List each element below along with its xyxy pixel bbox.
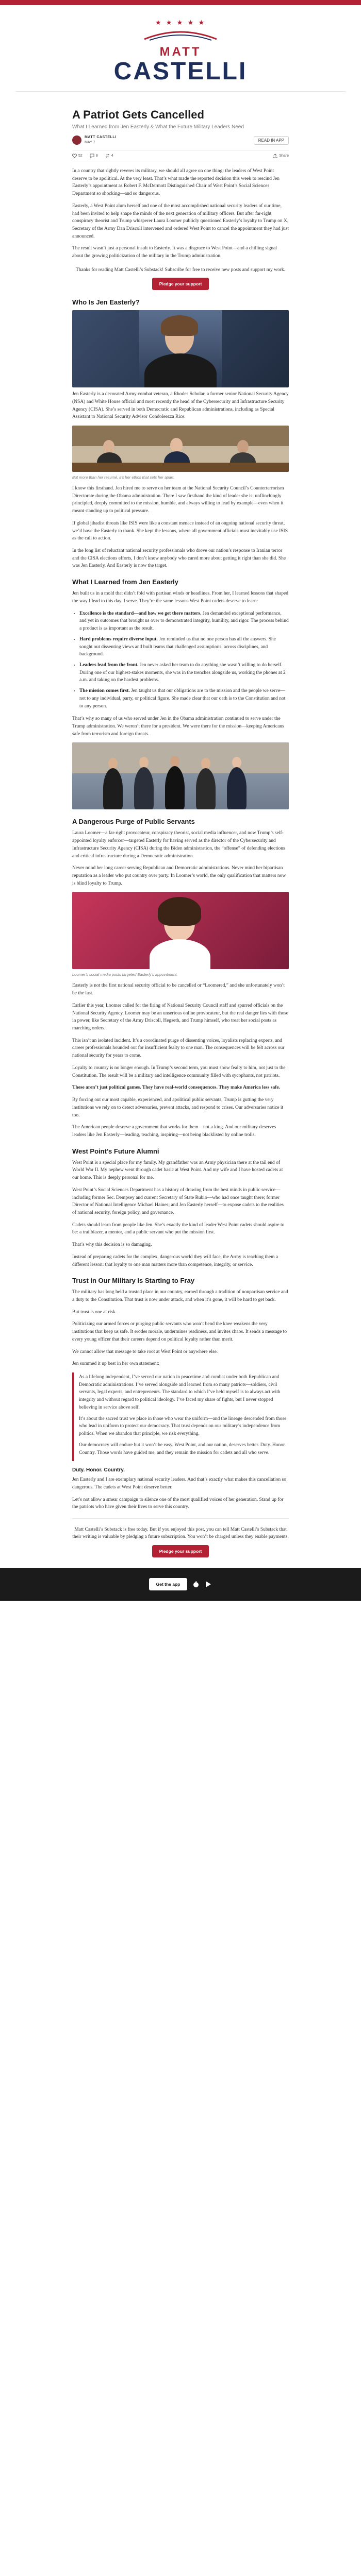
purge-paragraph: By forcing out our most capable, experienced, and apolitical public servants, Trump is gutting the very institutions we rely on to detect adversaries, prevent attacks, and respond to crises. Our adversaries notice it too.: [72, 1097, 284, 1118]
trust-paragraph: We cannot allow that message to take root at West Point or anywhere else.: [72, 1349, 218, 1354]
purge-paragraph: Loyalty to country is no longer enough. In Trump’s second term, you must show fealty to him, not just to the Constitution. The result will be a military and intelligence community filled with sycophants, not patriots.: [72, 1065, 286, 1078]
team-photo-image: [72, 742, 289, 809]
like-button[interactable]: [72, 154, 83, 158]
lesson-text: Jen never asked her team to do anything she wasn’t willing to do herself. During one of our highest-stakes moments, she was in the trenches alongside us, working the phones at 2 a.m. and taking on the hardest problems.: [79, 662, 286, 683]
intro-paragraph: Easterly, a West Point alum herself and one of the most accomplished national security leaders of our time, had been invited to help shape the minds of the next generation of military officers. But after far-right conspiracy theorist and Trump whisperer Laura Loomer publicly questioned Easterly’s loyalty to Trump on X, Secretary of the Army Dan Driscoll intervened and ordered West Point to cancel the appointment they had just announced.: [72, 203, 289, 239]
westpoint-paragraph: Instead of preparing cadets for the complex, dangerous world they will face, the Army is teaching them a different lesson: that loyalty to one man matters more than competence, integrity, or service.: [72, 1254, 278, 1267]
intro-paragraph: In a country that rightly reveres its military, we should all agree on one thing: the leaders of West Point deserve to be apolitical. At the very least. That’s what made the reported decision this week to rescind Jen Easterly’s appointment as Robert F. McDermott Distinguished Chair of West Point’s Social Sciences Department so shocking—and so dangerous.: [72, 168, 280, 197]
quote-paragraph: Our democracy will endure but it won’t be easy. West Point, and our nation, deserves better. Duty. Honor. Country. Those words have guided me, and they remain the mission for cadets and all who serve.: [79, 1442, 286, 1455]
section-heading: Who Is Jen Easterly?: [72, 298, 140, 307]
pledge-cta: [72, 1526, 289, 1557]
pledge-cta-text: Matt Castelli’s Substack is free today. But if you enjoyed this post, you can tell Matt Castelli’s Substack that their writing is valuable by pledging a future subscription. You won’t be charged unless they enable payments.: [72, 1527, 289, 1540]
loomer-photo-image: [72, 892, 289, 969]
list-item: [79, 610, 289, 633]
list-item: [79, 662, 289, 684]
person-head: [237, 440, 249, 453]
portrait-top: [150, 939, 210, 969]
easterly-portrait-image: [72, 310, 289, 387]
westpoint-paragraph: Cadets should learn from people like Jen. She’s exactly the kind of leader West Point cadets should aspire to be: a trailblazer, a mentor, and a public servant who put the mission first.: [72, 1222, 285, 1235]
person-head: [170, 438, 183, 452]
section-heading: West Point’s Future Alumni: [72, 1147, 159, 1155]
subscribe-cta: [72, 266, 289, 290]
like-count: 52: [78, 154, 83, 158]
closing-paragraph: Jen Easterly and I are exemplary national security leaders. And that’s exactly what makes this cancellation so dangerous. The cadets at West Point deserve better.: [72, 1477, 286, 1490]
learned-closing: That’s why so many of us who served under Jen in the Obama administration continued to serve under the Trump administration. We weren’t there for a president. We were there for the mission—keeping Americans safe from terrorism and foreign threats.: [72, 716, 284, 737]
site-logo[interactable]: [114, 19, 248, 84]
comment-button[interactable]: [90, 154, 98, 158]
lesson-text: Jen taught us that our obligations are to the mission and the people we serve—not to any individual, party, or political figure. She made clear that our oath is to the Constitution and not to any person.: [79, 688, 286, 709]
article-title: A Patriot Gets Cancelled: [72, 108, 204, 121]
portrait-hair: [161, 315, 198, 336]
logo-last-name: CASTELLI: [113, 58, 248, 85]
divider: [72, 1518, 289, 1519]
pledge-support-button[interactable]: Pledge your support: [152, 278, 209, 290]
purge-paragraph: The American people deserve a government that works for them—not a king. And our military deserves leaders like Jen Easterly—leading, teaching, inspiring—not being blacklisted by online trolls.: [72, 1125, 276, 1138]
closing-paragraph: Let’s not allow a smear campaign to silence one of the most qualified voices of her generation. Stand up for the patriots who have given their lives to serve this country.: [72, 1497, 284, 1510]
restack-count: 4: [111, 154, 113, 158]
article: [72, 97, 289, 1557]
logo-stars: ★ ★ ★ ★ ★: [155, 19, 206, 26]
post-date: MAY 7: [85, 141, 95, 145]
quote-paragraph: It’s about the sacred trust we place in those who wear the uniform—and the lineage descended from those who lead in uniform to protect our democracy. That trust depends on our military’s independence from politics. When we abandon that principle, we risk everything.: [79, 1416, 287, 1437]
portrait-hair: [158, 897, 201, 926]
hearing-table: [72, 463, 289, 472]
lessons-list: [79, 610, 289, 710]
lesson-title: Hard problems require diverse input.: [79, 636, 158, 642]
lesson-title: The mission comes first.: [79, 688, 130, 694]
lesson-title: Excellence is the standard—and how we get there matters.: [79, 611, 202, 616]
byline-actions: [254, 136, 289, 145]
easterly-quote: [72, 1372, 289, 1461]
who-paragraph: Jen Easterly is a decorated Army combat veteran, a Rhodes Scholar, a former senior National Security Agency (NSA) and White House official and most recently the head of the Cybersecurity and Infrastructure Security Agency (CISA). She’s served in both Democratic and Republican administrations, including as Special Assistant to National Security Advisor Condoleezza Rice.: [72, 392, 289, 420]
logo-first-name: MATT: [159, 45, 202, 59]
hearing-photo-image: [72, 426, 289, 472]
purge-paragraph: Laura Loomer—a far-right provocateur, conspiracy theorist, social media influencer, and now Trump’s self-appointed loyalty enforcer—targeted Easterly for having served as the director of the Cybersecurity and Infrastructure Security Agency (CISA) during the Biden administration, the “offense” of defending elections and critical infrastructure during a Democratic administration.: [72, 831, 285, 859]
section-heading: What I Learned from Jen Easterly: [72, 578, 178, 586]
purge-paragraph: This isn’t an isolated incident. It’s a coordinated purge of dissenting voices, loyalists replacing experts, and career professionals hounded out for insufficient fealty to one man. The consequences will be felt across our national security for years to come.: [72, 1038, 285, 1059]
westpoint-paragraph: West Point is a special place for my family. My grandfather was an Army physician there at the tail end of World War II. My nephew went through cadet basic at West Point. And my wife and I have hosted cadets at our home. This is deeply personal for me.: [72, 1160, 283, 1181]
office-wall: [72, 742, 289, 773]
person-body: [227, 767, 247, 809]
who-paragraph: If global jihadist threats like ISIS were like a constant menace instead of an ongoing national security threat, we’d have the Easterly to thank. She kept the lessons, where all government officials must inevitably use ISIS as the call to action.: [72, 520, 288, 541]
comment-count: 8: [95, 154, 98, 158]
image-caption: But more than her résumé, it’s her ethos that sets her apart.: [72, 475, 175, 480]
subscribe-cta-text: Thanks for reading Matt Castelli’s Substack! Subscribe for free to receive new posts and support my work.: [75, 267, 286, 273]
image-caption: Loomer’s social media posts targeted Easterly’s appointment.: [72, 972, 178, 977]
pledge-support-button[interactable]: Pledge your support: [152, 1545, 209, 1557]
author-name[interactable]: MATT CASTELLI: [85, 135, 117, 140]
person-head: [103, 440, 114, 453]
person-body: [196, 768, 216, 809]
avatar[interactable]: [72, 135, 81, 145]
app-footer-bar: [0, 1568, 361, 1601]
apple-icon[interactable]: [192, 1581, 200, 1588]
trust-paragraph: The military has long held a trusted place in our country, earned through a tradition of nonpartisan service and a duty to the Constitution. That trust is now under attack, and when it’s gone, it will be hard to get back.: [72, 1290, 288, 1303]
purge-emphasis: These aren’t just political games. They have real-world consequences. They make America less safe.: [72, 1085, 281, 1091]
get-app-button[interactable]: Get the app: [149, 1578, 188, 1590]
share-button[interactable]: [273, 154, 289, 158]
lesson-text: Jen reminded us that no one person has all the answers. She sought out dissenting views and built teams that challenged assumptions, across disciplines, and background.: [79, 636, 276, 657]
section-heading: Trust in Our Military Is Starting to Fray: [72, 1277, 194, 1285]
person-body: [165, 766, 185, 809]
section-heading: A Dangerous Purge of Public Servants: [72, 818, 195, 826]
restack-button[interactable]: [105, 154, 113, 158]
list-item: [79, 636, 289, 658]
westpoint-paragraph: West Point’s Social Sciences Department has a history of drawing from the best minds in public service—including former Sec. Dempsey and current Secretary of State Rubio—who had once taught there; former Director of National Intelligence Michael Haines; and Jen Easterly herself—to expose cadets to the realities of national security, foreign policy, and governance.: [72, 1187, 284, 1215]
purge-paragraph: Earlier this year, Loomer called for the firing of National Security Council staff and spurred officials on the National Security Agency. Loomer may be an unserious online provocateur, but the real danger lies with those in power, like Secretary of the Army Driscoll, Hegseth, and Trump himself, who treat her social posts as marching orders.: [72, 1003, 288, 1031]
closing-heading: Duty. Honor. Country.: [72, 1467, 125, 1473]
trust-paragraph: But trust is one at risk.: [72, 1309, 117, 1315]
play-store-icon[interactable]: [205, 1581, 212, 1588]
intro-paragraph: The result wasn’t just a personal insult to Easterly. It was a disgrace to West Point—and a chilling signal about the growing politicization of the military in the Trump administration.: [72, 246, 277, 259]
quote-paragraph: As a lifelong independent, I’ve served our nation in peacetime and combat under both Republican and Democratic administrations. I’ve served alongside and learned from so many patriots—soldiers, civil servants, legal experts, and entrepreneurs. The standard to which I’ve held myself is to always act with integrity and without regard to political ideology. I’ve faced my share of fights, but I never stopped believing in service above self.: [79, 1375, 281, 1410]
comment-icon: [90, 154, 94, 158]
learned-intro: Jen built us in a mold that didn’t fold with partisan winds or headlines. From her, I learned lessons that shaped the way I lead to this day. I serve. They’re the same lessons West Point cadets deserve to learn:: [72, 591, 288, 604]
lesson-title: Leaders lead from the front.: [79, 662, 139, 668]
westpoint-paragraph: That’s why this decision is so damaging.: [72, 1242, 152, 1248]
person-body: [134, 767, 154, 809]
article-subtitle: What I Learned from Jen Easterly & What the Future Military Leaders Need: [72, 124, 244, 130]
engagement-bar: [72, 150, 289, 161]
heart-icon: [72, 154, 77, 158]
trust-paragraph: Jen summed it up best in her own statement:: [72, 1361, 159, 1367]
logo-swoosh-icon: [142, 28, 219, 41]
restack-icon: [105, 154, 110, 158]
masthead: [0, 5, 361, 97]
byline-author: [72, 135, 117, 145]
person-body: [103, 768, 123, 809]
purge-paragraph: Never mind her long career serving Republican and Democratic administrations. Never mind her bipartisan reputation as a leader who put country over party. In Loomer’s world, the only qualification that matters now is blind loyalty to Trump.: [72, 866, 286, 886]
trust-paragraph: Politicizing our armed forces or purging public servants who won’t bend the knee weakens the very institutions that keep us safe. It erodes morale, undermines readiness, and invites chaos. It sends a message to every young officer that their careers depend on political loyalty rather than merit.: [72, 1321, 287, 1342]
byline-meta: [85, 135, 117, 145]
lesson-text: Jen demanded exceptional performance, and yet in outcomes that brought us over to demonstrated integrity, humility, and rigor. The process behind a product is as important as the result.: [79, 611, 289, 632]
purge-paragraph: Easterly is not the first national security official to be cancelled or “Loomered,” and she unfortunately won’t be the last.: [72, 983, 285, 996]
list-item: [79, 687, 289, 710]
masthead-divider: [15, 91, 346, 92]
share-label: Share: [279, 154, 289, 158]
top-accent-bar: [0, 0, 361, 5]
read-in-app-button[interactable]: READ IN APP: [254, 136, 289, 145]
byline: [72, 135, 289, 145]
who-paragraph: I know this firsthand. Jen hired me to serve on her team at the National Security Council’s Counterterrorism Directorate during the Obama administration. There I saw firsthand the kind of leader she is: unflinchingly principled, deeply committed to the mission, humble, and always willing to lead by example—even when it meant standing up to political pressure.: [72, 486, 284, 514]
who-paragraph: In the long list of reluctant national security professionals who drove our nation’s response to Iranian terror and the CISA elections efforts, I don’t know anybody who cared more about getting it right than she did. She was Jen Easterly. And Easterly is now the target.: [72, 548, 286, 569]
share-icon: [273, 154, 277, 158]
